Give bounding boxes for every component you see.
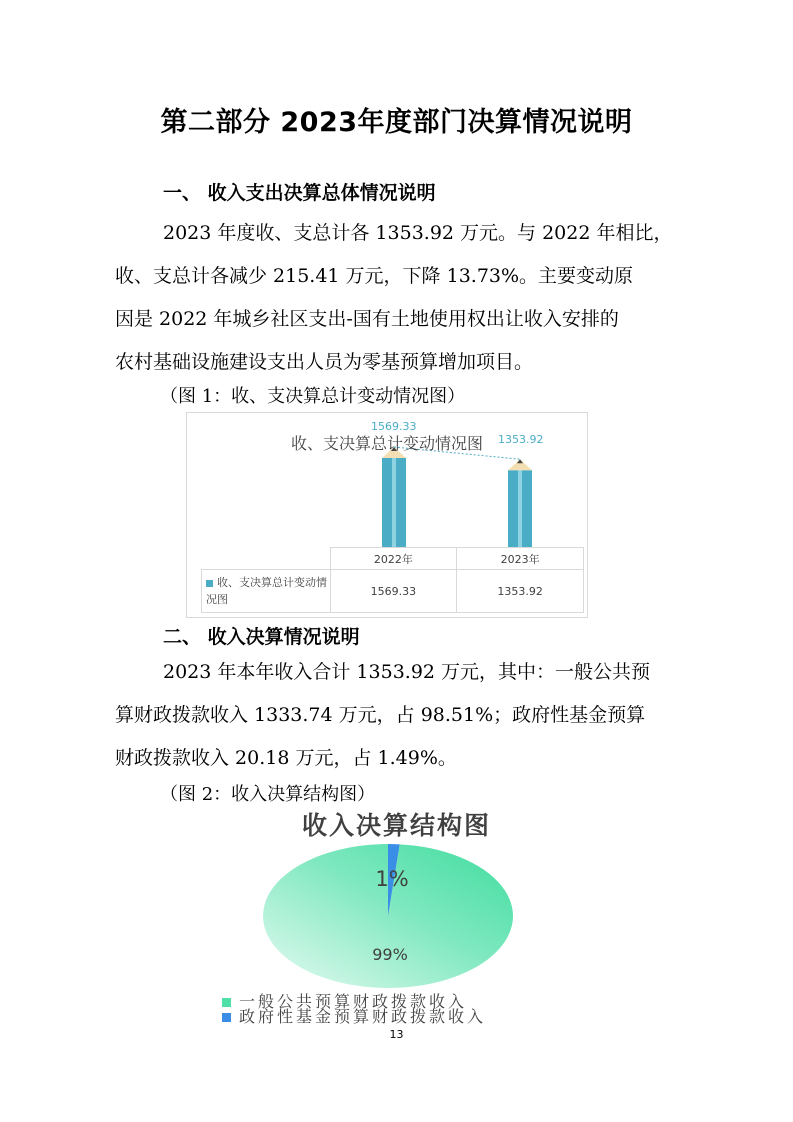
section1-heading: 一、 收入支出决算总体情况说明 — [163, 182, 436, 204]
section1-line-2: 收、支总计各减少 215.41 万元，下降 13.73%。主要变动原 — [115, 265, 634, 287]
section2-heading: 二、 收入决算情况说明 — [163, 626, 360, 648]
pie-chart — [250, 836, 540, 1006]
pie-label-large: 99% — [372, 945, 408, 964]
pie-legend-item-1: 一般公共预算财政拨款收入 — [222, 989, 467, 1012]
bar-chart-title: 收、支决算总计变动情况图 — [290, 434, 483, 453]
legend-swatch — [206, 580, 213, 587]
section1-line-4: 农村基础设施建设支出人员为零基预算增加项目。 — [115, 351, 534, 373]
bar-chart — [186, 412, 588, 618]
series-name: 收、支决算总计变动情况图 — [206, 576, 327, 606]
section2-line-1: 2023 年本年收入合计 1353.92 万元，其中：一般公共预 — [163, 661, 651, 683]
table-value-2023: 1353.92 — [457, 570, 584, 613]
figure1-caption: （图 1：收、支决算总计变动情况图） — [160, 386, 466, 407]
category-label-2023: 2023年 — [457, 548, 584, 570]
section1-paragraph — [115, 212, 680, 384]
section2-line-2: 算财政拨款收入 1333.74 万元，占 98.51%；政府性基金预算 — [115, 704, 646, 726]
page-number: 13 — [389, 1028, 404, 1041]
legend-swatch-blue — [222, 1013, 231, 1022]
page-title: 第二部分 2023年度部门决算情况说明 — [160, 107, 633, 138]
table-value-2022: 1569.33 — [330, 570, 457, 613]
bar-2023年 — [508, 459, 532, 547]
section1-line-3: 因是 2022 年城乡社区支出-国有土地使用权出让收入安排的 — [115, 308, 619, 330]
bar-chart-data-table — [201, 547, 584, 613]
section1-line-1: 2023 年度收、支总计各 1353.92 万元。与 2022 年相比， — [163, 222, 673, 244]
figure2-caption: （图 2：收入决算结构图） — [160, 784, 376, 805]
bar-data-label-2022: 1569.33 — [371, 420, 417, 433]
section2-line-3: 财政拨款收入 20.18 万元，占 1.49%。 — [115, 747, 457, 769]
category-label-2022: 2022年 — [330, 548, 457, 570]
series-legend — [202, 570, 331, 613]
pie-label-small: 1% — [375, 867, 409, 891]
bar-2022年 — [382, 447, 406, 547]
bar-data-label-2023: 1353.92 — [498, 433, 544, 446]
section2-paragraph — [115, 651, 680, 780]
pie-chart-title: 收入决算结构图 — [301, 811, 491, 840]
pie-legend-item-2: 政府性基金预算财政拨款收入 — [222, 1004, 486, 1027]
